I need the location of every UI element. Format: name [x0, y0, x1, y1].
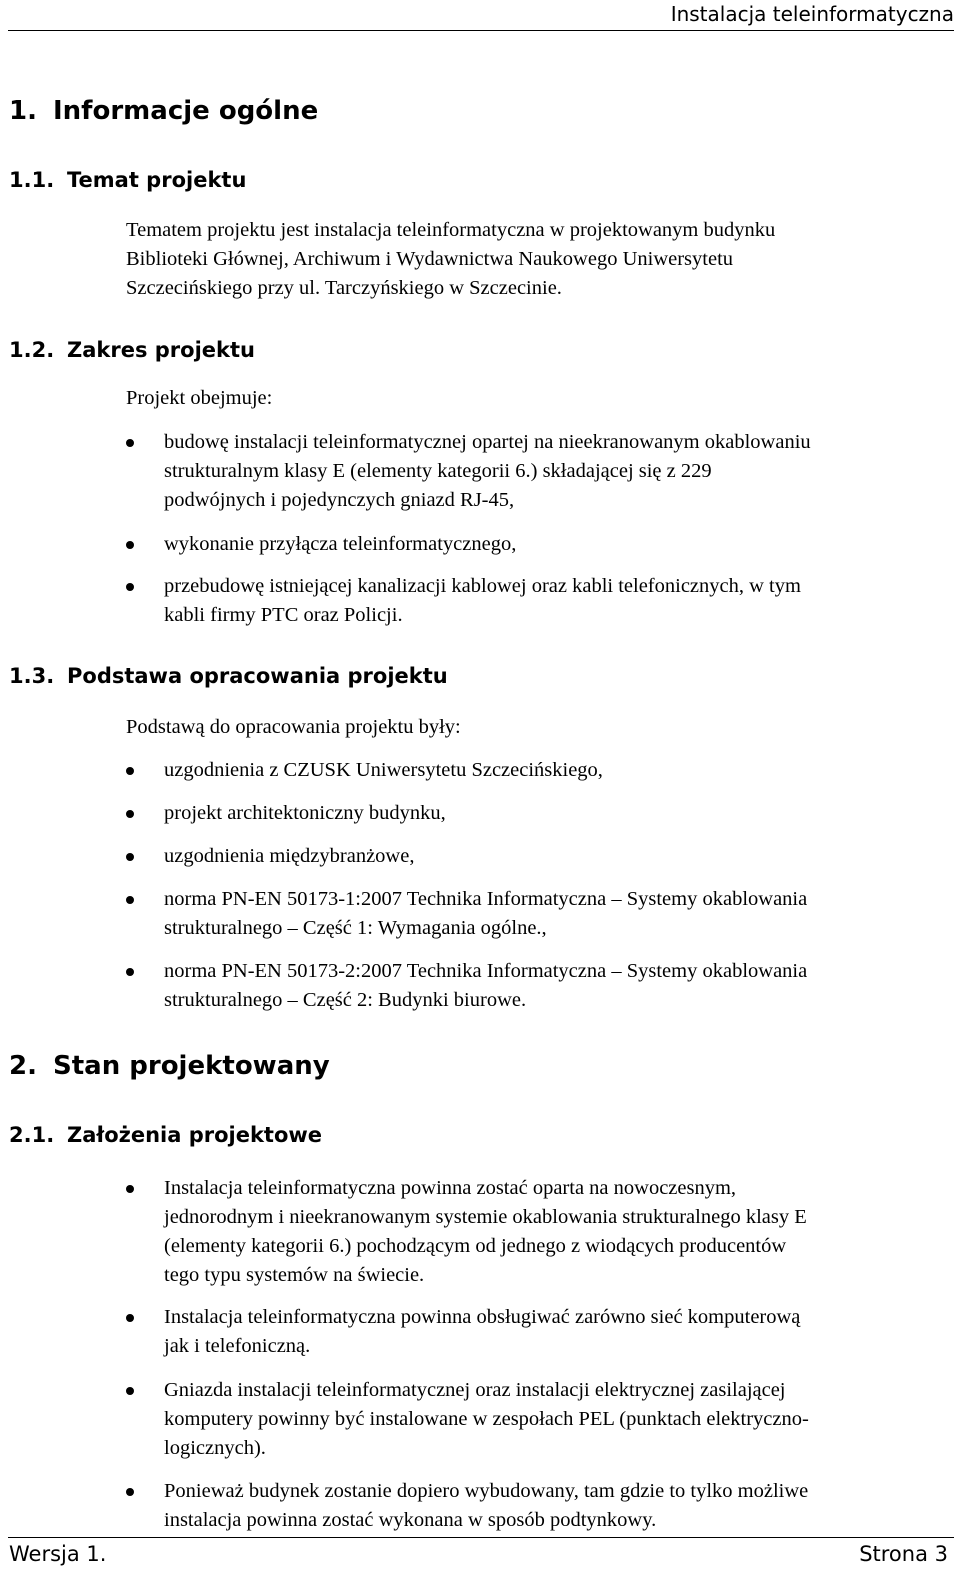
- list-item: [126, 1303, 954, 1361]
- section-title: Podstawa opracowania projektu: [67, 664, 448, 688]
- text-line: Szczecińskiego przy ul. Tarczyńskiego w Szczecinie.: [126, 277, 562, 299]
- section-1-3-heading: [9, 664, 448, 688]
- text-line: strukturalnego – Część 1: Wymagania ogólne.,: [164, 917, 547, 939]
- bullet-icon: [126, 896, 134, 904]
- text-line: budowę instalacji teleinformatycznej opartej na nieekranowanym okablowaniu: [164, 431, 811, 453]
- bullet-icon: [126, 767, 134, 775]
- text-line: norma PN-EN 50173-2:2007 Technika Informatyczna – Systemy okablowania: [164, 960, 808, 982]
- bullet-icon: [126, 853, 134, 861]
- list-item: [126, 842, 954, 871]
- text-line: (elementy kategorii 6.) pochodzącym od jednego z wiodących producentów: [164, 1235, 787, 1257]
- footer-version: Wersja 1.: [9, 1542, 107, 1566]
- project-topic-paragraph: [126, 216, 954, 303]
- bullet-icon: [126, 583, 134, 591]
- section-number: 1.1.: [9, 168, 55, 192]
- text-line: jak i telefoniczną.: [164, 1335, 311, 1357]
- text-line: jednorodnym i nieekranowanym systemie okablowania strukturalnego klasy E: [164, 1206, 807, 1228]
- text-line: norma PN-EN 50173-1:2007 Technika Informatyczna – Systemy okablowania: [164, 888, 808, 910]
- text-line: strukturalnym klasy E (elementy kategorii 6.) składającej się z 229: [164, 460, 712, 482]
- section-title: Informacje ogólne: [53, 96, 319, 126]
- section-number: 2.1.: [9, 1123, 55, 1147]
- header-rule: [8, 30, 954, 31]
- footer-rule: [8, 1537, 954, 1538]
- text-line: komputery powinny być instalowane w zespołach PEL (punktach elektryczno-: [164, 1408, 809, 1430]
- section-number: 1.: [9, 96, 37, 126]
- section-title: Stan projektowany: [53, 1051, 330, 1081]
- section-title: Temat projektu: [67, 168, 247, 192]
- text-line: Biblioteki Głównej, Archiwum i Wydawnictwa Naukowego Uniwersytetu: [126, 248, 734, 270]
- text-line: instalacja powinna zostać wykonana w sposób podtynkowy.: [164, 1509, 657, 1531]
- section-1-heading: [9, 96, 318, 126]
- bullet-icon: [126, 810, 134, 818]
- list-item: [126, 799, 954, 828]
- section-2-1-heading: [9, 1123, 322, 1147]
- text-line: Instalacja teleinformatyczna powinna zostać oparta na nowoczesnym,: [164, 1177, 737, 1199]
- text-line: Gniazda instalacji teleinformatycznej oraz instalacji elektrycznej zasilającej: [164, 1379, 786, 1401]
- section-title: Zakres projektu: [67, 338, 255, 362]
- footer-page-number: Strona 3: [859, 1542, 948, 1566]
- text-line: Tematem projektu jest instalacja teleinformatyczna w projektowanym budynku: [126, 219, 776, 241]
- bullet-icon: [126, 1185, 134, 1193]
- text-line: przebudowę istniejącej kanalizacji kablowej oraz kabli telefonicznych, w tym: [164, 575, 801, 597]
- section-number: 1.3.: [9, 664, 55, 688]
- text-line: kabli firmy PTC oraz Policji.: [164, 604, 403, 626]
- list-item: [126, 1174, 954, 1290]
- bullet-icon: [126, 439, 134, 447]
- running-header: Instalacja teleinformatyczna: [670, 2, 954, 26]
- section-1-2-heading: [9, 338, 255, 362]
- list-item: [126, 428, 954, 515]
- text-line: uzgodnienia z CZUSK Uniwersytetu Szczecińskiego,: [164, 759, 603, 781]
- list-item: [126, 530, 954, 559]
- list-item: [126, 957, 954, 1015]
- list-item: [126, 885, 954, 943]
- text-line: projekt architektoniczny budynku,: [164, 802, 446, 824]
- bullet-icon: [126, 1387, 134, 1395]
- section-number: 1.2.: [9, 338, 55, 362]
- section-2-heading: [9, 1051, 330, 1081]
- text-line: logicznych).: [164, 1437, 266, 1459]
- text-line: Ponieważ budynek zostanie dopiero wybudowany, tam gdzie to tylko możliwe: [164, 1480, 809, 1502]
- section-1-1-heading: [9, 168, 246, 192]
- text-line: podwójnych i pojedynczych gniazd RJ-45,: [164, 489, 515, 511]
- text-line: tego typu systemów na świecie.: [164, 1264, 425, 1286]
- text-line: strukturalnego – Część 2: Budynki biurowe.: [164, 989, 527, 1011]
- scope-intro: Projekt obejmuje:: [126, 387, 273, 409]
- section-title: Założenia projektowe: [67, 1123, 323, 1147]
- text-line: uzgodnienia międzybranżowe,: [164, 845, 415, 867]
- section-number: 2.: [9, 1051, 37, 1081]
- text-line: Instalacja teleinformatyczna powinna obsługiwać zarówno sieć komputerową: [164, 1306, 801, 1328]
- list-item: [126, 572, 954, 630]
- text-line: wykonanie przyłącza teleinformatycznego,: [164, 533, 517, 555]
- basis-intro: Podstawą do opracowania projektu były:: [126, 716, 461, 738]
- bullet-icon: [126, 968, 134, 976]
- list-item: [126, 1376, 954, 1463]
- list-item: [126, 756, 954, 785]
- list-item: [126, 1477, 954, 1535]
- bullet-icon: [126, 1488, 134, 1496]
- bullet-icon: [126, 1314, 134, 1322]
- bullet-icon: [126, 541, 134, 549]
